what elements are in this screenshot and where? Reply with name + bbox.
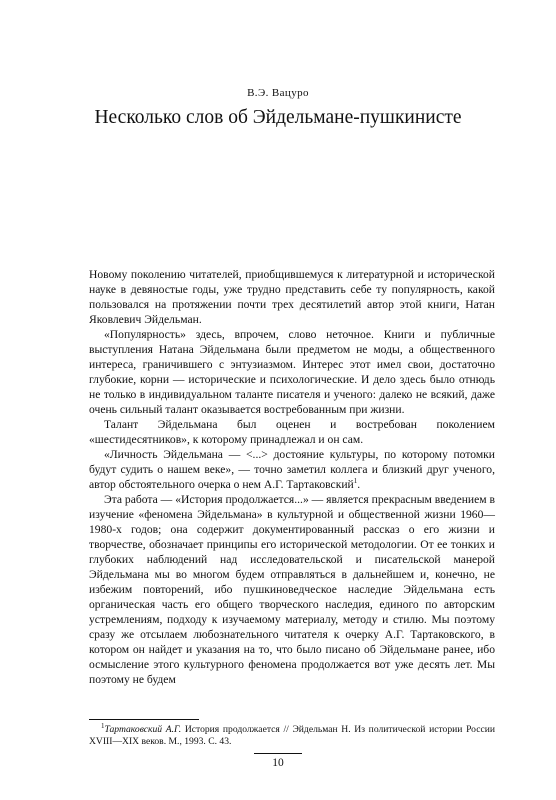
page-number-rule xyxy=(254,753,302,754)
footnote-marker: 1 xyxy=(101,721,105,730)
footnote-text: История продолжается // Эйдельман Н. Из политической истории России XVIII—XIX веков. М., 1993. С. 43. xyxy=(89,724,495,747)
paragraph-5: Эта работа — «История продолжается...» — является прекрасным введением в изучение «феномена Эйдельмана» в культурной и общественной жизни 1960—1980-х годов; она содержит документированный рассказ о его жизни и творчестве, обозначает принципы его исторической методологии. От ее тонких и глубоких наблюдений над исследовательской и писательской манерой Эйдельмана мы во многом будем отправляться в дальнейшем и, конечно, не избежим повторений, ибо пушкиноведческое наследие Эйдельмана есть органическая часть его общего творческого наследия, единого по авторским устремлениям, подходу к изучаемому материалу, методу и стилю. Мы поэтому сразу же отсылаем любознательного читателя к очерку А.Г. Тартаковского, в котором он найдет и указания на то, что было писано об Эйдельмане ранее, ибо осмысление этого культурного феномена продолжается вот уже десять лет. Мы поэтому не будем xyxy=(89,493,495,686)
footnote xyxy=(89,721,495,748)
paragraph-3: Талант Эйдельмана был оценен и востребован поколением «шестидесятников», к которому принадлежал и он сам. xyxy=(89,418,495,446)
paragraph-2: «Популярность» здесь, впрочем, слово неточное. Книги и публичные выступления Натана Эйдельмана были предметом не моды, а общественного интереса, граничившего с энтузиазмом. Интерес этот имел свои, достаточно глубокие, корни — исторические и психологические. И дело здесь было отнюдь не только в индивидуальном таланте писателя и ученого: далеко не всякий, даже очень сильный талант оказывается востребованным при жизни. xyxy=(89,328,495,416)
page-number: 10 xyxy=(272,757,284,769)
footnote-reference: 1 xyxy=(353,477,358,486)
paragraph-1: Новому поколению читателей, приобщившемуся к литературной и исторической науке в девяностые годы, уже трудно представить себе ту популярность, какой пользовался на протяжении почти трех десятилетий автор этой книги, Натан Яковлевич Эйдельман. xyxy=(89,268,495,326)
article-body xyxy=(89,267,495,687)
paragraph-4-text: «Личность Эйдельмана — <...> достояние культуры, по которому потомки будут судить о нашем веке», — точно заметил коллега и близкий друг ученого, автор обстоятельного очерка о нем А.Г. Тартаковский xyxy=(89,448,495,491)
page-title: Несколько слов об Эйдельмане-пушкинисте xyxy=(94,107,462,128)
paragraph-4: «Личность Эйдельмана — <...> достояние культуры, по которому потомки будут судить о нашем веке», — точно заметил коллега и близкий друг ученого, автор обстоятельного очерка о нем А.Г. Тартаковский$^1$. xyxy=(89,448,495,491)
author-line: В.Э. Вацуро xyxy=(247,87,309,99)
footnote-author: Тартаковский А.Г. xyxy=(104,724,182,735)
footnote-separator xyxy=(89,719,199,720)
